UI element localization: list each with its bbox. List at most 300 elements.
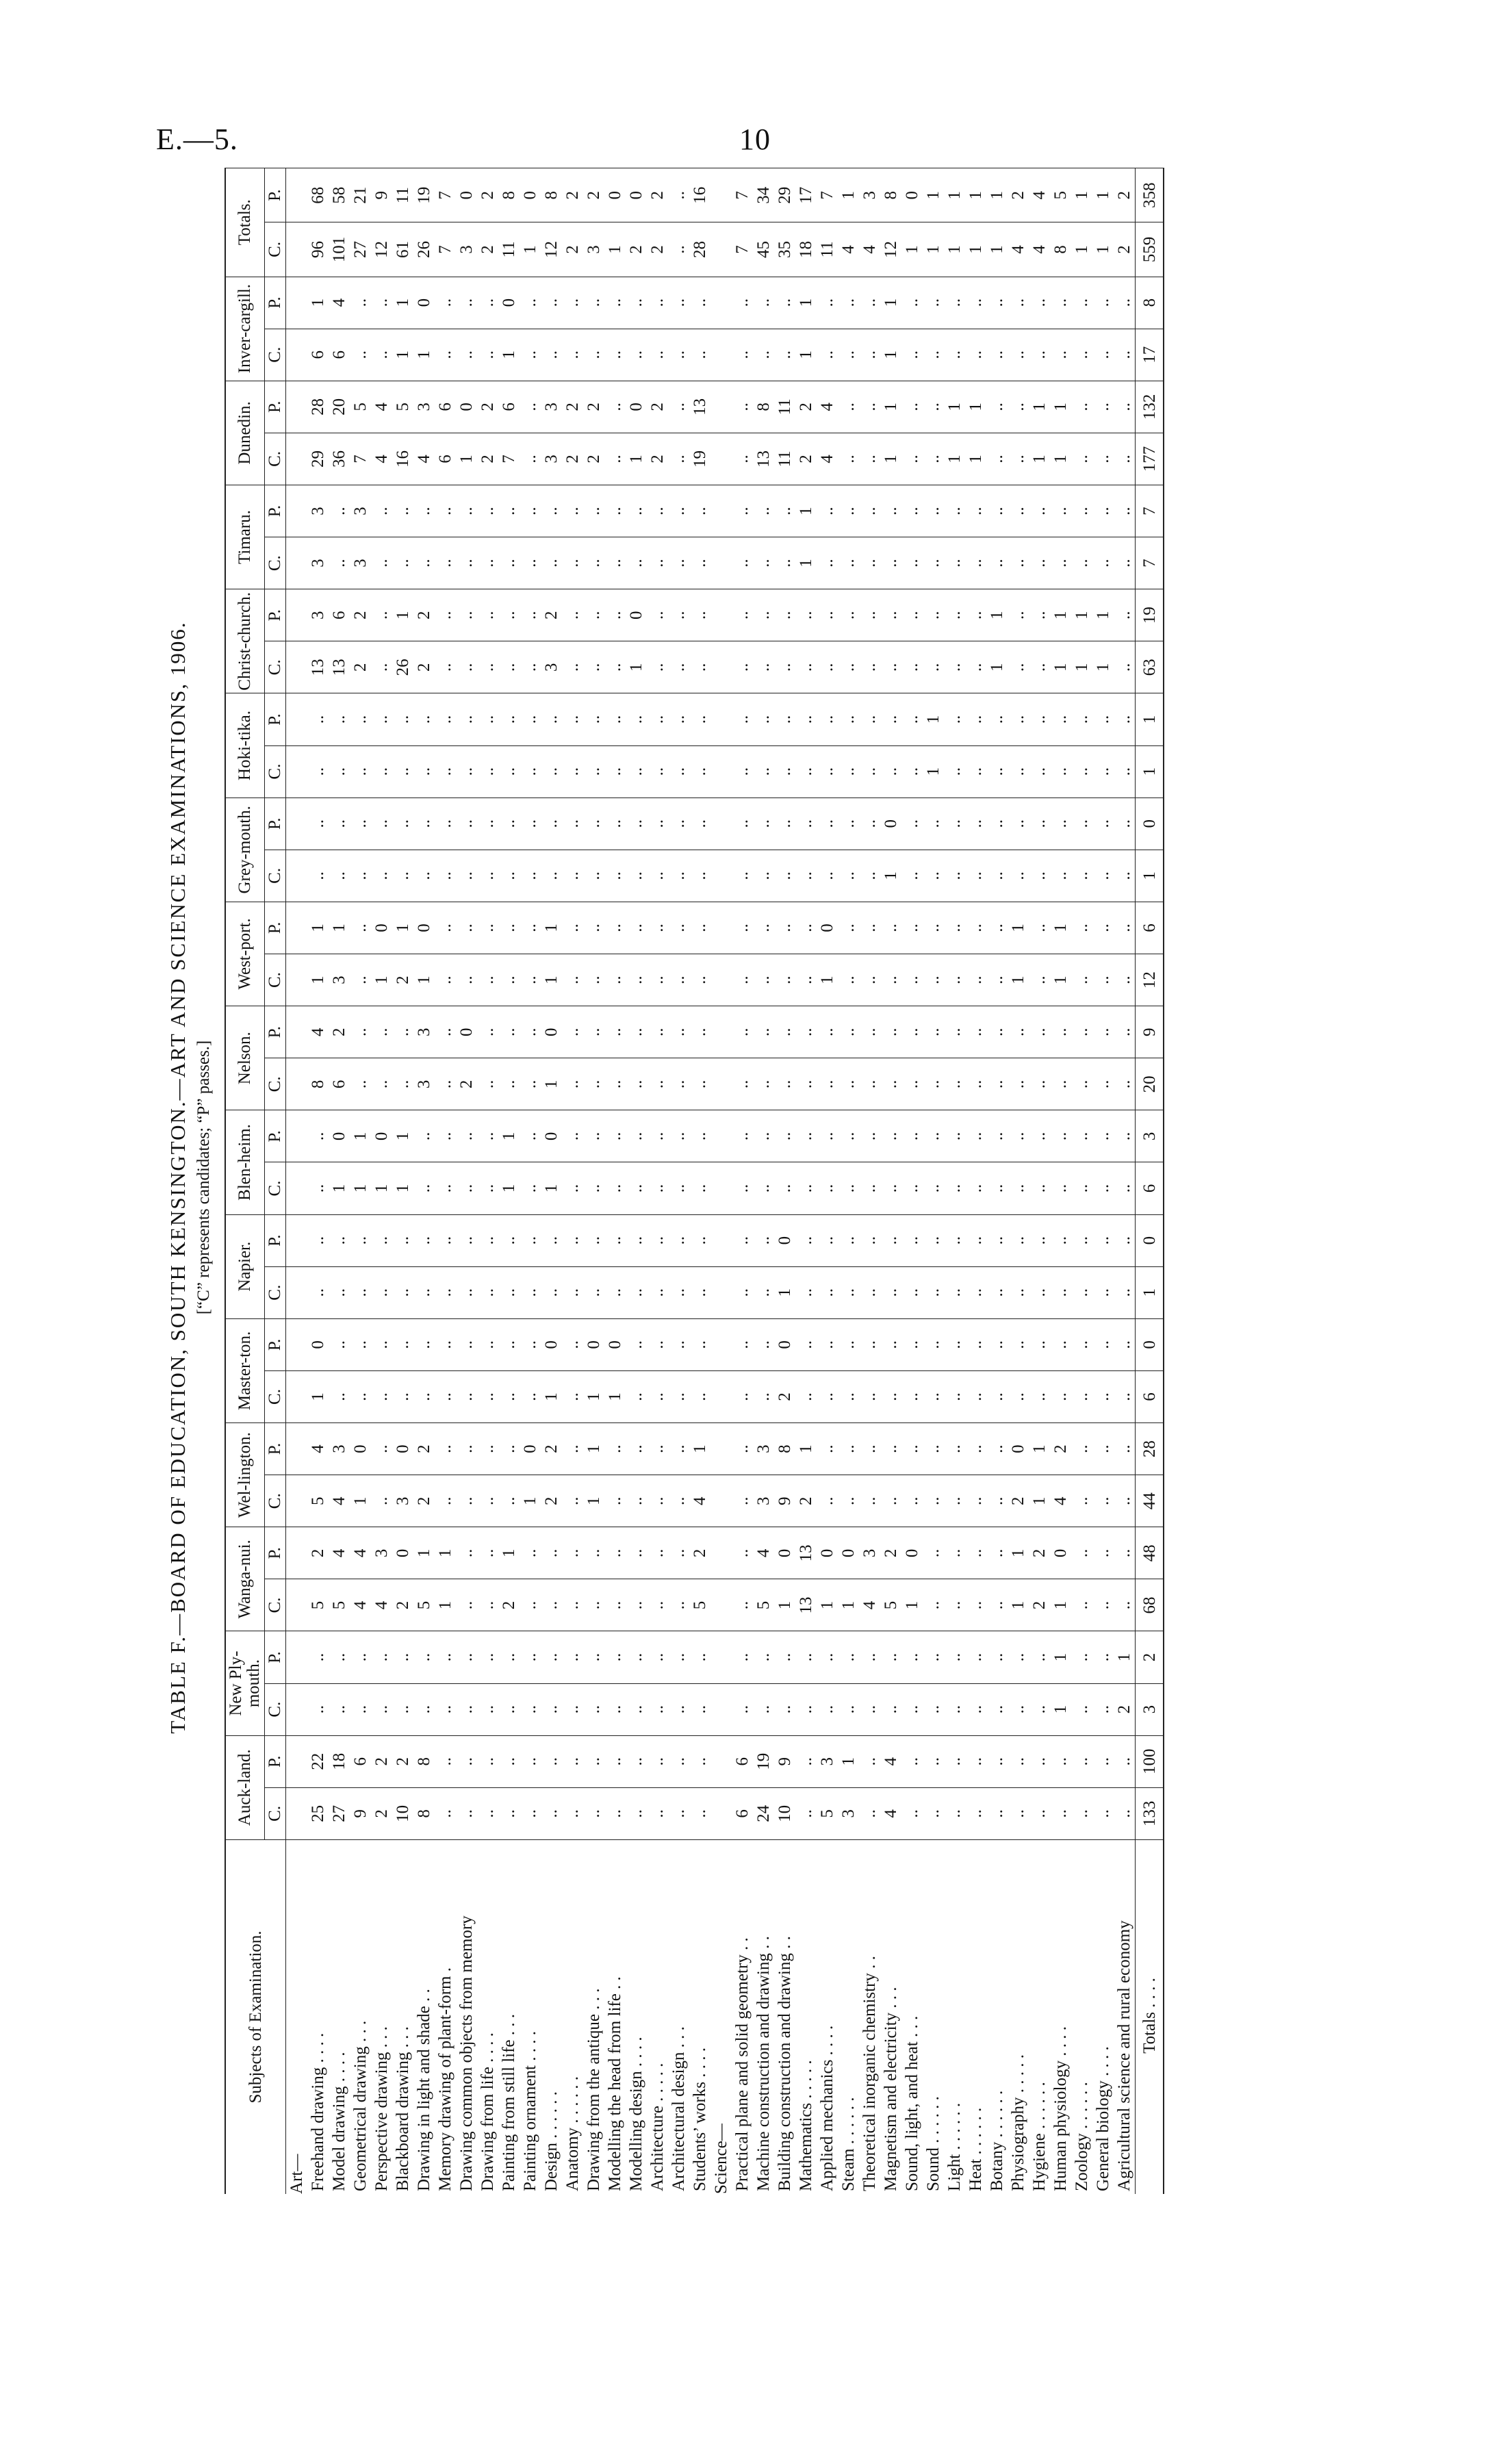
empty-cell xyxy=(286,1214,308,1266)
table-cell: 1 xyxy=(965,168,986,222)
table-cell: .. xyxy=(774,1006,795,1058)
table-cell: .. xyxy=(626,1006,647,1058)
table-cell: 4 xyxy=(817,433,838,485)
table-cell: .. xyxy=(307,1266,329,1318)
subject-name: Perspective drawing . . . xyxy=(371,1839,392,2194)
table-cell: .. xyxy=(371,1475,392,1527)
table-cell: .. xyxy=(604,1110,626,1162)
totals-row xyxy=(1136,168,1164,2195)
table-cell: 1 xyxy=(795,537,817,589)
table-cell: 1 xyxy=(392,589,413,641)
table-cell: 18 xyxy=(795,222,817,277)
table-cell: .. xyxy=(307,1683,329,1735)
table-cell: .. xyxy=(1029,1058,1050,1110)
candidates-header: C. xyxy=(265,1579,286,1631)
table-cell: .. xyxy=(986,1423,1008,1475)
table-cell: .. xyxy=(1114,1266,1136,1318)
table-cell: .. xyxy=(498,1423,520,1475)
empty-cell xyxy=(286,850,308,902)
table-cell: .. xyxy=(435,1735,456,1787)
table-cell: .. xyxy=(732,381,753,433)
table-cell: .. xyxy=(1008,485,1029,537)
table-cell: .. xyxy=(477,329,498,381)
table-cell: .. xyxy=(1092,954,1114,1006)
table-cell: .. xyxy=(923,1787,944,1839)
table-cell: .. xyxy=(1050,485,1071,537)
table-cell: .. xyxy=(350,1631,371,1683)
table-cell: .. xyxy=(604,381,626,433)
table-cell: 177 xyxy=(1136,433,1164,485)
table-cell: .. xyxy=(626,485,647,537)
table-cell: 8 xyxy=(753,381,774,433)
empty-cell xyxy=(710,277,732,329)
table-cell: .. xyxy=(647,277,668,329)
table-cell: .. xyxy=(350,329,371,381)
candidates-header: C. xyxy=(265,1162,286,1214)
table-cell: .. xyxy=(986,1735,1008,1787)
table-cell: .. xyxy=(753,1058,774,1110)
table-cell: .. xyxy=(817,589,838,641)
table-row xyxy=(604,168,626,2195)
table-cell: .. xyxy=(1092,1266,1114,1318)
table-cell: 5 xyxy=(1050,168,1071,222)
table-cell: .. xyxy=(541,745,562,797)
table-cell: .. xyxy=(520,1527,541,1579)
table-cell: .. xyxy=(901,1006,923,1058)
table-cell: .. xyxy=(668,1110,689,1162)
table-cell: .. xyxy=(901,641,923,693)
table-cell: .. xyxy=(880,1058,901,1110)
table-cell: 0 xyxy=(774,1214,795,1266)
table-cell: 2 xyxy=(413,1423,435,1475)
table-cell: .. xyxy=(456,797,477,850)
table-cell: .. xyxy=(562,1110,583,1162)
table-cell: 5 xyxy=(413,1579,435,1631)
table-cell: .. xyxy=(520,277,541,329)
table-cell: .. xyxy=(668,850,689,902)
empty-cell xyxy=(710,1162,732,1214)
table-cell: .. xyxy=(562,1423,583,1475)
table-cell: .. xyxy=(1029,1266,1050,1318)
empty-cell xyxy=(286,745,308,797)
table-cell: 1 xyxy=(520,222,541,277)
table-cell: .. xyxy=(413,850,435,902)
table-cell: .. xyxy=(477,693,498,745)
table-cell: .. xyxy=(923,797,944,850)
table-cell: 28 xyxy=(307,381,329,433)
table-cell: 1 xyxy=(1050,1631,1071,1683)
table-cell: .. xyxy=(944,1475,965,1527)
table-cell: 2 xyxy=(413,641,435,693)
table-cell: 1 xyxy=(1029,433,1050,485)
table-cell: 2 xyxy=(541,1423,562,1475)
table-cell: 1 xyxy=(944,381,965,433)
table-cell: .. xyxy=(392,1006,413,1058)
table-cell: .. xyxy=(604,745,626,797)
table-cell: .. xyxy=(498,1787,520,1839)
table-cell: .. xyxy=(562,745,583,797)
table-cell: 1 xyxy=(392,1110,413,1162)
table-cell: .. xyxy=(520,641,541,693)
table-cell: .. xyxy=(732,954,753,1006)
table-cell: 1 xyxy=(392,1162,413,1214)
table-cell: .. xyxy=(944,1787,965,1839)
table-cell: .. xyxy=(923,902,944,954)
table-cell: 1 xyxy=(1050,954,1071,1006)
table-cell: 0 xyxy=(817,902,838,954)
table-cell: .. xyxy=(626,1266,647,1318)
table-cell: .. xyxy=(795,1683,817,1735)
table-cell: .. xyxy=(901,1162,923,1214)
subject-name: Drawing from life . . . . xyxy=(477,1839,498,2194)
empty-cell xyxy=(286,1058,308,1110)
subject-name: Students’ works . . . . xyxy=(689,1839,710,2194)
table-cell: .. xyxy=(1092,433,1114,485)
table-cell: 2 xyxy=(1029,1527,1050,1579)
table-cell: .. xyxy=(456,277,477,329)
table-cell: 1 xyxy=(986,222,1008,277)
district-header: Totals. xyxy=(225,168,265,277)
table-cell: 3 xyxy=(392,1475,413,1527)
table-cell: .. xyxy=(965,1318,986,1370)
table-cell: .. xyxy=(774,641,795,693)
table-cell: .. xyxy=(986,797,1008,850)
table-cell: 4 xyxy=(329,277,350,329)
subject-column-header: Subjects of Examination. xyxy=(225,1839,286,2194)
table-cell: 2 xyxy=(880,1527,901,1579)
table-cell: .. xyxy=(901,1110,923,1162)
table-cell: .. xyxy=(371,1370,392,1422)
table-cell: .. xyxy=(965,745,986,797)
table-cell: .. xyxy=(1029,954,1050,1006)
table-cell: .. xyxy=(541,537,562,589)
table-cell: .. xyxy=(986,537,1008,589)
table-cell: .. xyxy=(965,902,986,954)
table-cell: .. xyxy=(1114,1370,1136,1422)
table-cell: .. xyxy=(604,797,626,850)
table-cell: 0 xyxy=(774,1527,795,1579)
table-cell: 1 xyxy=(1008,954,1029,1006)
table-cell: .. xyxy=(689,1787,710,1839)
table-cell: .. xyxy=(923,641,944,693)
district-header: Christ-church. xyxy=(225,589,265,693)
table-cell: .. xyxy=(732,641,753,693)
table-row xyxy=(498,168,520,2195)
table-cell: .. xyxy=(668,1787,689,1839)
table-cell: .. xyxy=(1071,1683,1092,1735)
table-cell: .. xyxy=(456,1370,477,1422)
empty-cell xyxy=(710,1527,732,1579)
table-cell: .. xyxy=(1029,329,1050,381)
table-cell: .. xyxy=(1008,1631,1029,1683)
table-cell: .. xyxy=(732,902,753,954)
district-header: Nelson. xyxy=(225,1006,265,1110)
table-cell: .. xyxy=(647,589,668,641)
table-cell: .. xyxy=(774,954,795,1006)
table-cell: 1 xyxy=(1136,745,1164,797)
table-cell: .. xyxy=(626,1527,647,1579)
table-cell: .. xyxy=(732,1475,753,1527)
table-cell: .. xyxy=(520,485,541,537)
table-cell: .. xyxy=(1092,1214,1114,1266)
table-row xyxy=(732,168,753,2195)
table-cell: 4 xyxy=(689,1475,710,1527)
table-cell: 2 xyxy=(392,954,413,1006)
table-cell: .. xyxy=(604,1162,626,1214)
table-cell: 1 xyxy=(583,1423,604,1475)
table-cell: .. xyxy=(689,1370,710,1422)
table-cell: .. xyxy=(1029,1162,1050,1214)
table-cell: .. xyxy=(689,1162,710,1214)
table-cell: .. xyxy=(774,1631,795,1683)
district-header: West-port. xyxy=(225,902,265,1006)
table-cell: .. xyxy=(1050,1318,1071,1370)
table-cell: .. xyxy=(880,1683,901,1735)
table-cell: .. xyxy=(753,902,774,954)
table-cell: .. xyxy=(647,1370,668,1422)
table-cell: .. xyxy=(880,693,901,745)
table-cell: 1 xyxy=(1092,168,1114,222)
table-cell: .. xyxy=(541,693,562,745)
table-cell: .. xyxy=(838,1162,859,1214)
table-cell: .. xyxy=(965,1423,986,1475)
table-cell: 0 xyxy=(329,1110,350,1162)
table-cell: .. xyxy=(626,1475,647,1527)
subject-name: Architecture . . . . . xyxy=(647,1839,668,2194)
table-cell: .. xyxy=(753,1214,774,1266)
table-cell: .. xyxy=(668,433,689,485)
table-cell: .. xyxy=(923,1006,944,1058)
passes-header: P. xyxy=(265,381,286,433)
table-cell: 1 xyxy=(583,1475,604,1527)
table-cell: 1 xyxy=(901,1579,923,1631)
table-cell: .. xyxy=(583,1527,604,1579)
table-cell: .. xyxy=(647,485,668,537)
table-cell: .. xyxy=(668,537,689,589)
table-cell: .. xyxy=(371,277,392,329)
table-cell: .. xyxy=(1008,1214,1029,1266)
table-cell: .. xyxy=(1092,1787,1114,1839)
table-cell: .. xyxy=(647,797,668,850)
table-cell: .. xyxy=(1092,537,1114,589)
table-cell: 4 xyxy=(1029,168,1050,222)
subject-name: Model drawing . . . . xyxy=(329,1839,350,2194)
table-cell: .. xyxy=(1029,1631,1050,1683)
table-cell: .. xyxy=(413,1683,435,1735)
table-cell: .. xyxy=(986,745,1008,797)
table-cell: 6 xyxy=(350,1735,371,1787)
table-cell: .. xyxy=(923,954,944,1006)
table-cell: .. xyxy=(668,329,689,381)
empty-cell xyxy=(710,1423,732,1475)
subject-name: Modelling the head from life . . xyxy=(604,1839,626,2194)
table-cell: .. xyxy=(456,1423,477,1475)
subject-name: Painting from still life . . . xyxy=(498,1839,520,2194)
table-cell: 96 xyxy=(307,222,329,277)
table-cell: .. xyxy=(774,1162,795,1214)
table-cell: .. xyxy=(307,745,329,797)
district-header: Master-ton. xyxy=(225,1318,265,1422)
table-cell: .. xyxy=(986,693,1008,745)
table-cell: .. xyxy=(859,381,880,433)
table-cell: .. xyxy=(880,1318,901,1370)
table-cell: .. xyxy=(562,1527,583,1579)
table-cell: .. xyxy=(838,537,859,589)
table-row xyxy=(562,168,583,2195)
table-cell: .. xyxy=(944,745,965,797)
subject-name: Drawing common objects from memory xyxy=(456,1839,477,2194)
table-cell: 1 xyxy=(392,902,413,954)
table-cell: .. xyxy=(647,1683,668,1735)
section-label: Science— xyxy=(710,1839,732,2194)
table-cell: 1 xyxy=(1029,1475,1050,1527)
table-cell: .. xyxy=(435,1162,456,1214)
table-cell: 63 xyxy=(1136,641,1164,693)
table-cell: 0 xyxy=(413,277,435,329)
table-cell: .. xyxy=(477,1006,498,1058)
table-cell: .. xyxy=(944,797,965,850)
table-cell: .. xyxy=(774,537,795,589)
empty-cell xyxy=(710,745,732,797)
table-cell: .. xyxy=(986,1058,1008,1110)
table-cell: .. xyxy=(689,589,710,641)
table-cell: .. xyxy=(541,329,562,381)
table-cell: 133 xyxy=(1136,1787,1164,1839)
table-cell: .. xyxy=(1071,485,1092,537)
table-cell: 2 xyxy=(795,381,817,433)
table-cell: .. xyxy=(1114,485,1136,537)
table-cell: .. xyxy=(520,1370,541,1422)
table-cell: .. xyxy=(817,797,838,850)
table-cell: .. xyxy=(859,329,880,381)
table-cell: .. xyxy=(477,1110,498,1162)
table-cell: 0 xyxy=(774,1318,795,1370)
table-cell: .. xyxy=(732,1527,753,1579)
table-cell: .. xyxy=(520,1318,541,1370)
empty-cell xyxy=(286,1162,308,1214)
table-cell: .. xyxy=(901,954,923,1006)
table-cell: .. xyxy=(371,745,392,797)
table-cell: 0 xyxy=(817,1527,838,1579)
table-cell: .. xyxy=(392,1266,413,1318)
table-row xyxy=(838,168,859,2195)
empty-cell xyxy=(286,1370,308,1422)
table-cell: .. xyxy=(435,797,456,850)
table-cell: 2 xyxy=(562,168,583,222)
table-cell: 1 xyxy=(626,433,647,485)
table-cell: .. xyxy=(795,1787,817,1839)
subject-name: Drawing from the antique . . . xyxy=(583,1839,604,2194)
passes-header: P. xyxy=(265,1318,286,1370)
table-cell: .. xyxy=(456,1683,477,1735)
table-cell: .. xyxy=(774,850,795,902)
table-cell: .. xyxy=(923,381,944,433)
table-cell: .. xyxy=(1008,1683,1029,1735)
table-cell: .. xyxy=(795,902,817,954)
table-cell: .. xyxy=(477,641,498,693)
table-cell: .. xyxy=(859,850,880,902)
table-cell: 68 xyxy=(1136,1579,1164,1631)
table-cell: .. xyxy=(1008,1006,1029,1058)
table-cell: 2 xyxy=(647,381,668,433)
table-cell: 0 xyxy=(413,902,435,954)
table-cell: .. xyxy=(307,1631,329,1683)
table-cell: .. xyxy=(668,1214,689,1266)
table-cell: .. xyxy=(498,1058,520,1110)
table-cell: .. xyxy=(498,1006,520,1058)
table-cell: 0 xyxy=(350,1423,371,1475)
table-cell: .. xyxy=(477,797,498,850)
table-cell: .. xyxy=(1114,433,1136,485)
table-cell: .. xyxy=(838,1423,859,1475)
table-cell: .. xyxy=(859,693,880,745)
table-cell: .. xyxy=(1092,1162,1114,1214)
table-cell: .. xyxy=(1050,277,1071,329)
table-cell: .. xyxy=(456,485,477,537)
table-cell: .. xyxy=(1029,1683,1050,1735)
table-cell: .. xyxy=(329,693,350,745)
table-cell: 6 xyxy=(1136,902,1164,954)
table-cell: .. xyxy=(965,1787,986,1839)
table-cell: 5 xyxy=(307,1475,329,1527)
table-cell: 1 xyxy=(795,1423,817,1475)
table-cell: .. xyxy=(689,1683,710,1735)
table-cell: 3 xyxy=(307,485,329,537)
table-cell: .. xyxy=(1071,1110,1092,1162)
table-cell: .. xyxy=(986,1110,1008,1162)
table-cell: 1 xyxy=(1050,902,1071,954)
table-cell: .. xyxy=(1071,902,1092,954)
table-cell: .. xyxy=(498,1266,520,1318)
table-cell: 20 xyxy=(1136,1058,1164,1110)
table-cell: 3 xyxy=(583,222,604,277)
table-cell: .. xyxy=(520,589,541,641)
empty-cell xyxy=(286,1787,308,1839)
table-cell: 3 xyxy=(838,1787,859,1839)
table-cell: .. xyxy=(859,1631,880,1683)
table-cell: 6 xyxy=(435,433,456,485)
table-cell: 1 xyxy=(901,222,923,277)
table-cell: .. xyxy=(817,537,838,589)
table-cell: .. xyxy=(838,641,859,693)
table-cell: .. xyxy=(923,277,944,329)
table-cell: .. xyxy=(583,1162,604,1214)
table-row xyxy=(1050,168,1071,2195)
table-cell: .. xyxy=(859,797,880,850)
table-cell: .. xyxy=(1092,797,1114,850)
table-cell: .. xyxy=(838,1110,859,1162)
table-cell: 48 xyxy=(1136,1527,1164,1579)
table-cell: .. xyxy=(647,1006,668,1058)
table-cell: 28 xyxy=(689,222,710,277)
table-cell: .. xyxy=(413,745,435,797)
table-cell: 13 xyxy=(307,641,329,693)
table-cell: .. xyxy=(456,589,477,641)
table-cell: .. xyxy=(1092,329,1114,381)
table-cell: 0 xyxy=(604,1318,626,1370)
table-cell: .. xyxy=(498,1735,520,1787)
table-cell: .. xyxy=(371,1683,392,1735)
empty-cell xyxy=(710,1683,732,1735)
table-cell: .. xyxy=(1050,1266,1071,1318)
table-row xyxy=(647,168,668,2195)
table-cell: .. xyxy=(923,1266,944,1318)
table-cell: .. xyxy=(838,1214,859,1266)
table-cell: .. xyxy=(562,1058,583,1110)
table-cell: .. xyxy=(859,1214,880,1266)
table-cell: 3 xyxy=(541,433,562,485)
table-row xyxy=(371,168,392,2195)
